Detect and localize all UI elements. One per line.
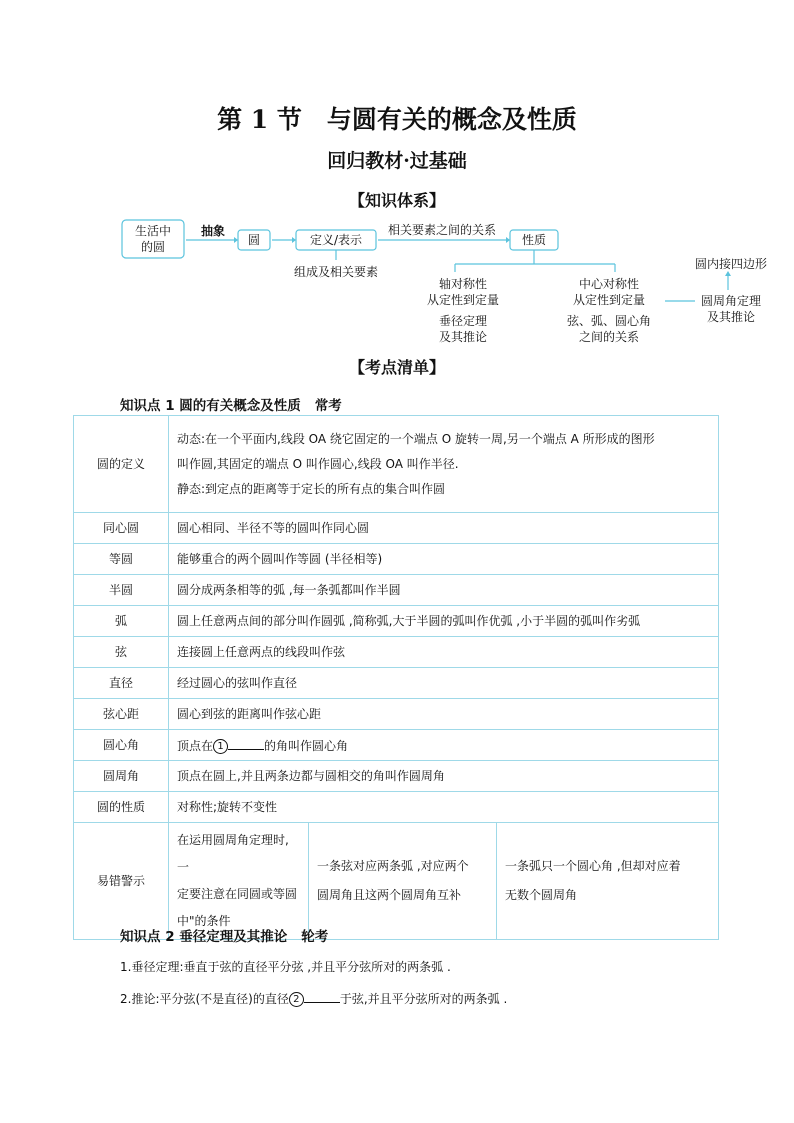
table-row (74, 606, 719, 637)
table-row (74, 544, 719, 575)
diagram-life-line2: 的圆 (140, 240, 166, 254)
table-desc (169, 730, 719, 761)
table-desc: 顶点在圆上,并且两条边都与圆相交的角叫作圆周角 (169, 761, 719, 792)
table-row (74, 668, 719, 699)
knowledge-point-2-tag: 轮考 (301, 929, 329, 945)
kp2-line-2 (120, 988, 507, 1007)
knowledge-point-1-label: 知识点 1 圆的有关概念及性质 (120, 398, 301, 414)
kp2-line-1: 1.垂径定理:垂直于弦的直径平分弦 ,并且平分弦所对的两条弧 . (120, 960, 451, 974)
diagram-axial-line1: 轴对称性 (438, 277, 488, 291)
table-term: 直径 (74, 668, 169, 699)
page-title: 第 1 节 与圆有关的概念及性质 (217, 105, 577, 134)
answer-blank-2[interactable] (304, 988, 340, 1003)
warning-b-line-1: 一条弦对应两条弧 ,对应两个 (317, 859, 469, 873)
table-row (74, 792, 719, 823)
diagram-chord-line2: 之间的关系 (578, 330, 640, 344)
warning-c-line-1: 一条弧只一个圆心角 ,但却对应着 (505, 859, 681, 873)
table-desc: 圆分成两条相等的弧 ,每一条弧都叫作半圆 (169, 575, 719, 606)
warning-c-line-2: 无数个圆周角 (505, 888, 578, 902)
diagram-composition-label: 组成及相关要素 (293, 265, 379, 279)
diagram-life-line1: 生活中 (134, 224, 172, 238)
table-term: 圆的定义 (74, 416, 169, 513)
diagram-perp-line1: 垂径定理 (438, 314, 488, 328)
diagram-inscribed-quad: 圆内接四边形 (694, 257, 768, 271)
diagram-perp-line2: 及其推论 (438, 330, 488, 344)
diagram-central-line1: 中心对称性 (578, 277, 640, 291)
warning-b-line-2: 圆周角且这两个圆周角互补 (317, 888, 462, 902)
table-term: 易错警示 (74, 823, 169, 940)
table-term: 弧 (74, 606, 169, 637)
warning-col-a (169, 823, 309, 940)
page-subtitle: 回归教材·过基础 (327, 150, 467, 172)
table-row (74, 513, 719, 544)
blank-number-2: 2 (289, 992, 304, 1007)
table-term: 弦 (74, 637, 169, 668)
table-row (74, 575, 719, 606)
table-term: 半圆 (74, 575, 169, 606)
section-heading-knowledge-system: 【知识体系】 (348, 191, 445, 210)
diagram-axial-line2: 从定性到定量 (426, 293, 500, 307)
kp2-line-2-suffix: 于弦,并且平分弦所对的两条弧 . (339, 992, 508, 1006)
def-line-3: 静态:到定点的距离等于定长的所有点的集合叫作圆 (177, 481, 446, 496)
table-desc: 圆心到弦的距离叫作弦心距 (169, 699, 719, 730)
kp2-line-2-prefix: 2.推论:平分弦(不是直径)的直径 (120, 992, 289, 1006)
table-desc: 对称性;旋转不变性 (169, 792, 719, 823)
knowledge-point-2-label: 知识点 2 垂径定理及其推论 (120, 929, 288, 945)
def-line-1: 动态:在一个平面内,线段 OA 绕它固定的一个端点 O 旋转一周,另一个端点 A 所形成的图形 (177, 431, 655, 446)
central-angle-suffix: 的角叫作圆心角 (264, 738, 349, 753)
table-row (74, 730, 719, 761)
table-row (74, 416, 719, 513)
table-row (74, 823, 719, 940)
table-desc: 能够重合的两个圆叫作等圆 (半径相等) (169, 544, 719, 575)
diagram-property-label: 性质 (521, 233, 547, 247)
table-desc (169, 416, 719, 513)
diagram-inscribed-line2: 及其推论 (706, 310, 756, 324)
table-term: 同心圆 (74, 513, 169, 544)
answer-blank-1[interactable] (228, 735, 264, 750)
blank-number-1: 1 (213, 739, 228, 754)
table-row (74, 699, 719, 730)
diagram-relation-label: 相关要素之间的关系 (387, 223, 497, 237)
warning-col-c (497, 823, 719, 940)
table-term: 圆心角 (74, 730, 169, 761)
warning-a-line-3: 中"的条件 (177, 914, 231, 928)
warning-a-line-2: 定要注意在同圆或等圆 (177, 887, 298, 901)
section-heading-exam-points: 【考点清单】 (348, 358, 445, 377)
table-desc: 连接圆上任意两点的线段叫作弦 (169, 637, 719, 668)
table-desc: 圆上任意两点间的部分叫作圆弧 ,简称弧,大于半圆的弧叫作优弧 ,小于半圆的弧叫作劣弧 (169, 606, 719, 637)
table-term: 圆周角 (74, 761, 169, 792)
concept-table (73, 415, 719, 940)
table-row (74, 761, 719, 792)
def-line-2: 叫作圆,其固定的端点 O 叫作圆心,线段 OA 叫作半径. (177, 456, 459, 471)
diagram-circle-label: 圆 (247, 233, 261, 247)
diagram-abstract-label: 抽象 (200, 224, 226, 238)
knowledge-point-2-title (120, 925, 328, 945)
warning-col-b (309, 823, 497, 940)
diagram-central-line2: 从定性到定量 (572, 293, 646, 307)
table-desc: 经过圆心的弦叫作直径 (169, 668, 719, 699)
knowledge-point-1-title (120, 394, 342, 414)
table-term: 等圆 (74, 544, 169, 575)
diagram-chord-line1: 弦、弧、圆心角 (566, 314, 652, 328)
table-desc: 圆心相同、半径不等的圆叫作同心圆 (169, 513, 719, 544)
warning-a-line-1: 在运用圆周角定理时,一 (177, 833, 289, 874)
knowledge-system-diagram (0, 210, 794, 350)
knowledge-point-1-tag: 常考 (314, 398, 342, 414)
central-angle-prefix: 顶点在 (177, 738, 214, 753)
table-term: 圆的性质 (74, 792, 169, 823)
diagram-inscribed-line1: 圆周角定理 (700, 294, 762, 308)
diagram-definition-label: 定义/表示 (309, 233, 363, 247)
table-row (74, 637, 719, 668)
table-term: 弦心距 (74, 699, 169, 730)
